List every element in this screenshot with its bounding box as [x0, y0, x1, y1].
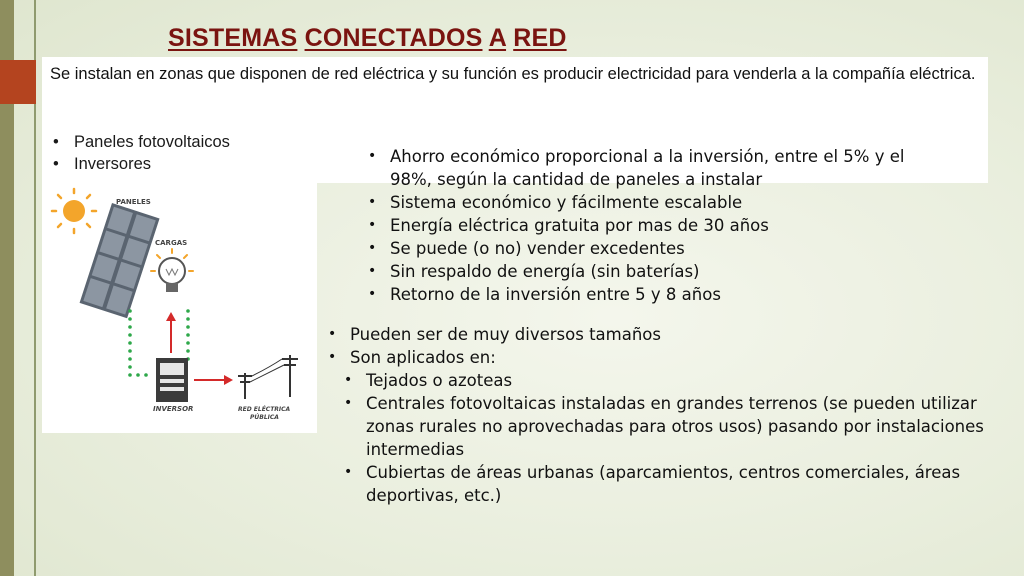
grid-label: RED ELÉCTRICA: [238, 406, 291, 413]
components-list: [50, 131, 230, 175]
title-word: RED: [513, 24, 567, 52]
list-item: • Sin respaldo de energía (sin baterías): [366, 260, 916, 283]
diagram-illustration: [42, 183, 317, 433]
title-word: A: [488, 24, 507, 52]
list-item: • Pueden ser de muy diversos tamaños: [326, 323, 1016, 346]
grid-label: PÚBLICA: [250, 414, 279, 421]
loads-label: CARGAS: [155, 239, 188, 247]
list-item: • Energía eléctrica gratuita por mas de 30 años: [366, 214, 916, 237]
list-item: • Ahorro económico proporcional a la inversión, entre el 5% y el 98%, según la cantidad de paneles a instalar: [366, 145, 916, 191]
list-item: • Tejados o azoteas: [342, 369, 1016, 392]
power-pole-icon: [238, 355, 298, 399]
list-item: • Centrales fotovoltaicas instaladas en grandes terrenos (se pueden utilizar zonas rurales no aprovechadas para otros usos) pasando por instalaciones intermedias: [342, 392, 1016, 461]
grid-connection-diagram: [42, 183, 317, 433]
sun-icon: [52, 189, 96, 233]
intro-text: Se instalan en zonas que disponen de red eléctrica y su función es producir electricidad para venderla a la compañía eléctrica.: [50, 65, 976, 83]
list-item: • Paneles fotovoltaicos: [50, 131, 230, 153]
list-item: • Retorno de la inversión entre 5 y 8 años: [366, 283, 916, 306]
solar-panel-icon: [80, 203, 160, 318]
applications-sublist: [326, 369, 1016, 507]
panels-label: PANELES: [116, 198, 151, 206]
list-item: • Inversores: [50, 153, 230, 175]
list-item: • Cubiertas de áreas urbanas (aparcamientos, centros comerciales, áreas deportivas, etc.): [342, 461, 1016, 507]
title-word: CONECTADOS: [304, 24, 483, 52]
inverter-label: INVERSOR: [153, 405, 194, 413]
list-item: • Se puede (o no) vender excedentes: [366, 237, 916, 260]
arrow-up-icon: [166, 312, 176, 353]
applications-list: [326, 323, 1016, 507]
slide-title: [168, 24, 567, 53]
advantages-list: [366, 145, 916, 306]
decorative-red-block: [0, 60, 36, 104]
title-word: SISTEMAS: [168, 24, 298, 52]
list-item: • Son aplicados en:: [326, 346, 1016, 369]
list-item: • Sistema económico y fácilmente escalable: [366, 191, 916, 214]
arrow-right-icon: [194, 375, 233, 385]
light-bulb-icon: [151, 249, 193, 292]
inverter-icon: [156, 358, 188, 402]
